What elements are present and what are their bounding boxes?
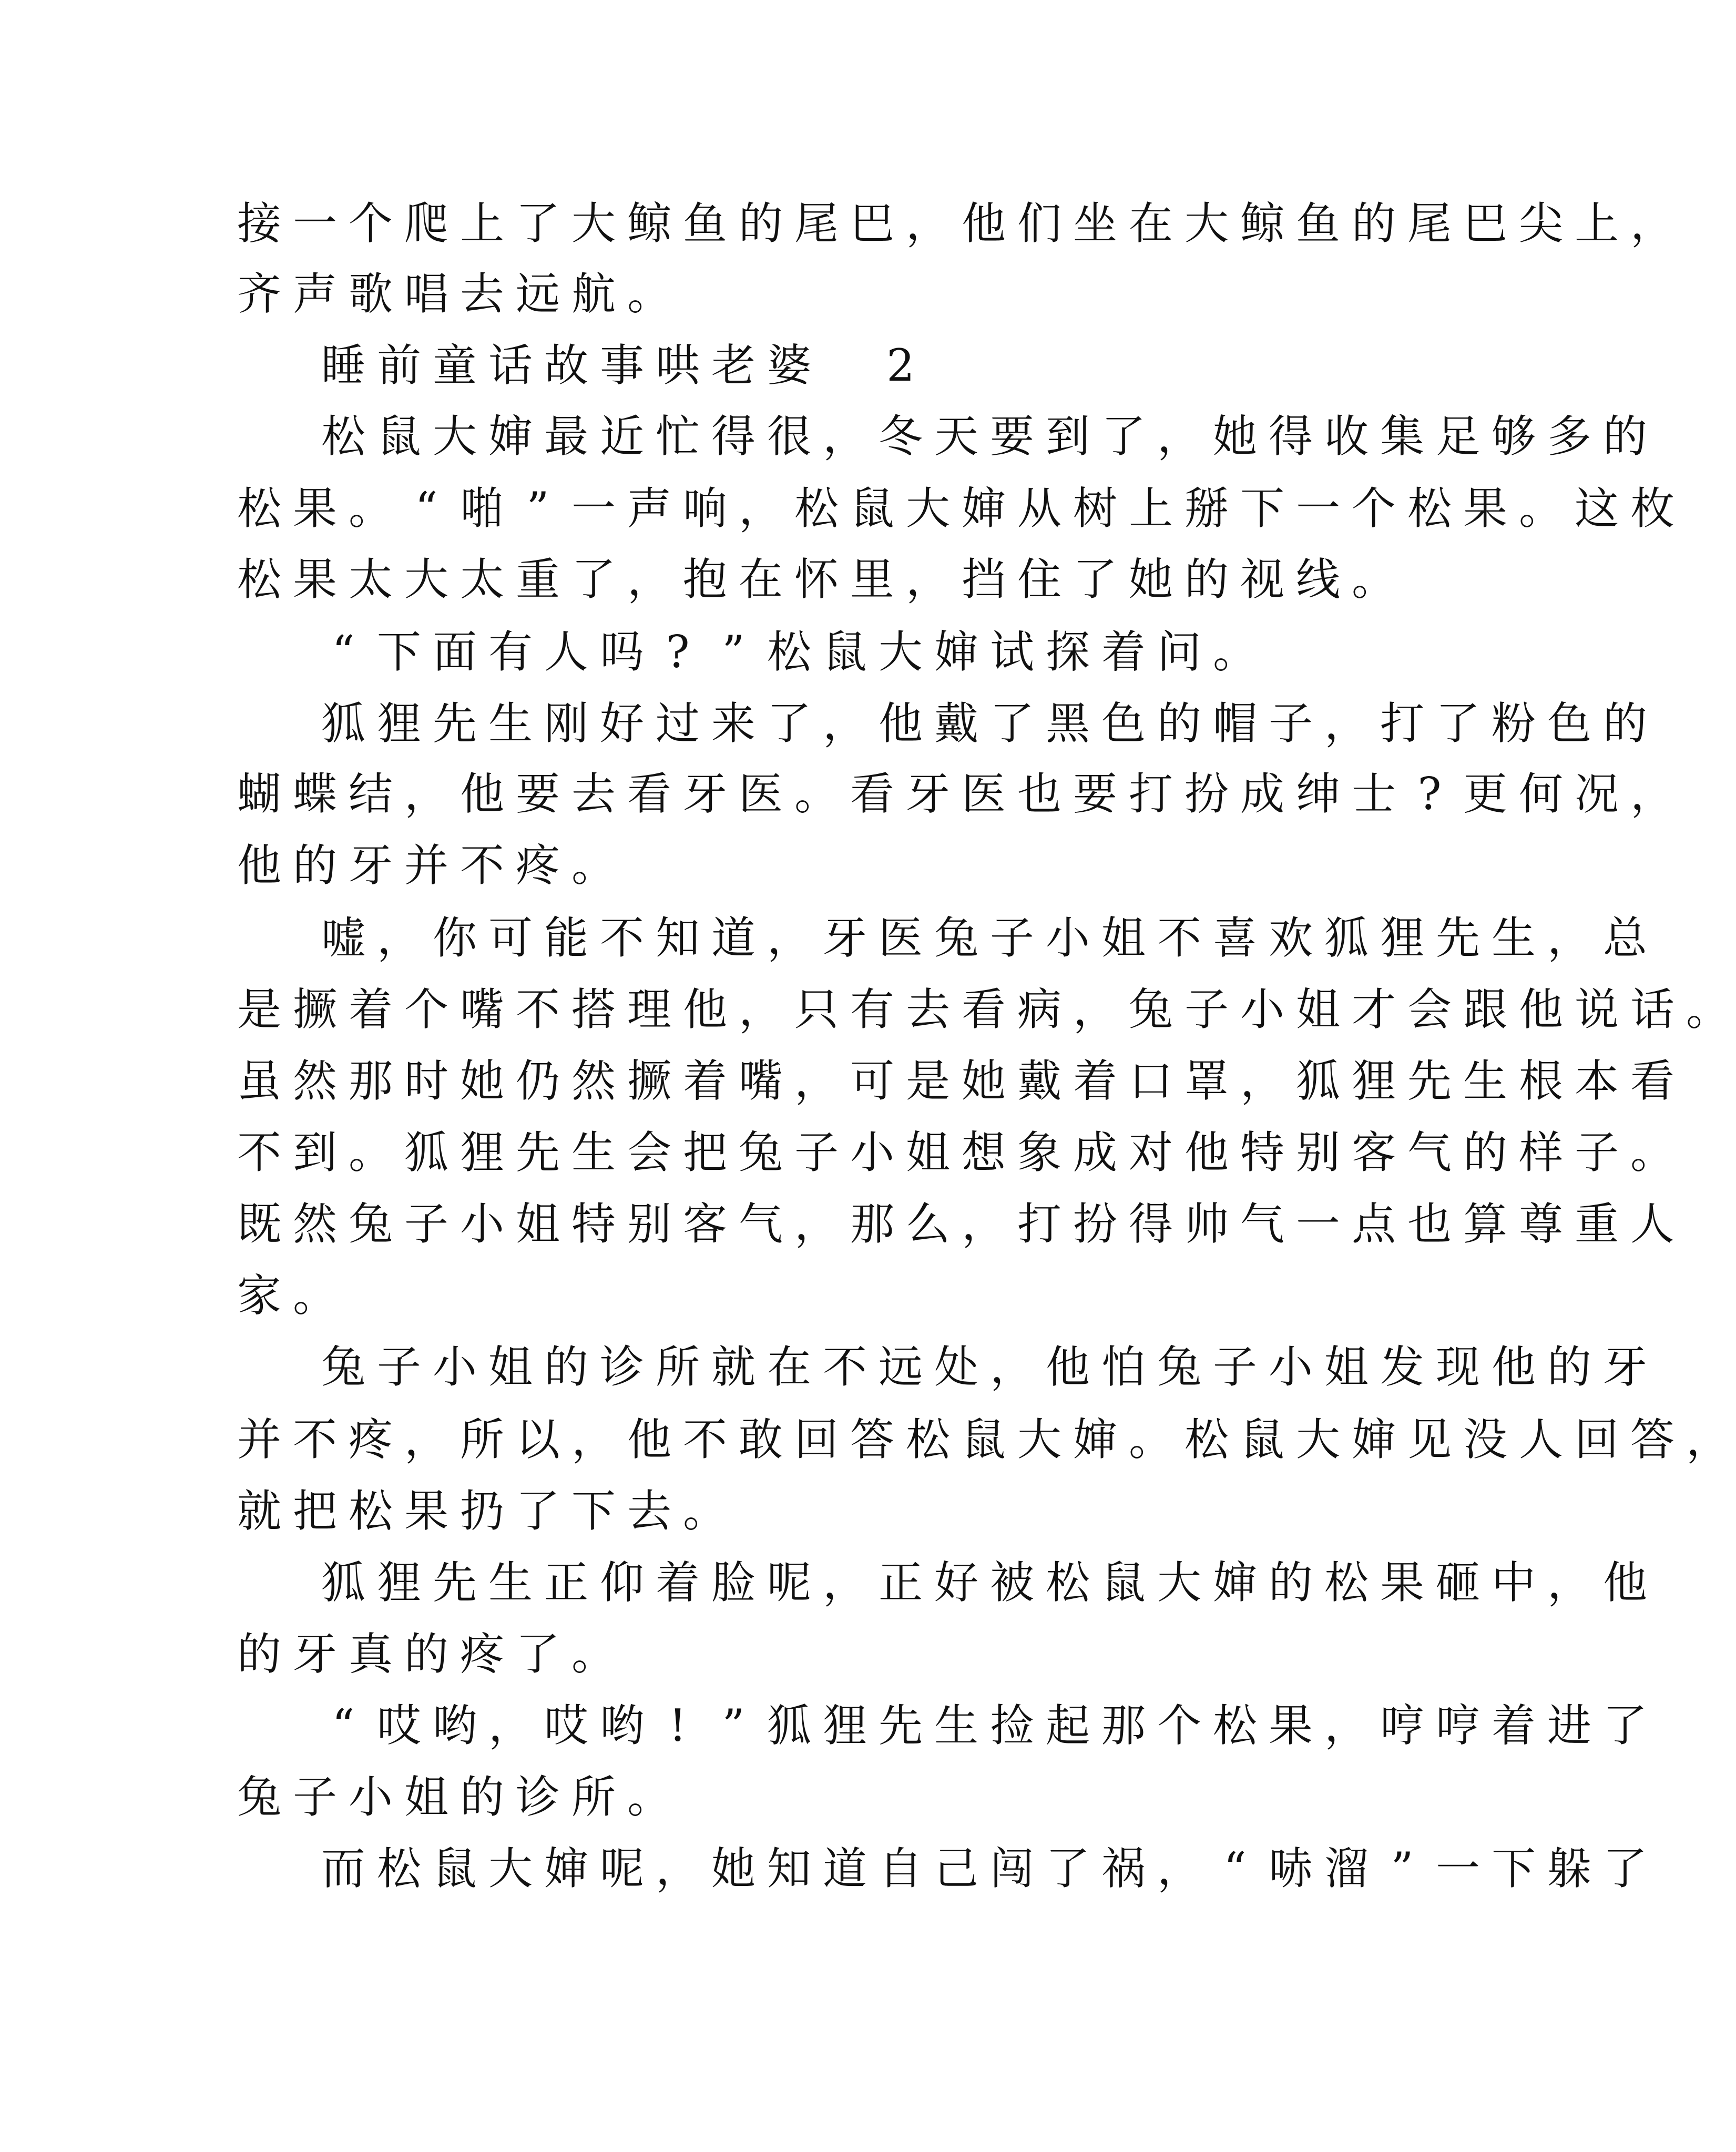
text-line: 的 牙 真 的 疼 了 。 bbox=[237, 1628, 616, 1680]
text-line: 狐 狸 先 生 正 仰 着 脸 呢 ， 正 好 被 松 鼠 大 婶 的 松 果 砸 中 ， 他 bbox=[321, 1557, 1647, 1608]
text-line: 接 一 个 爬 上 了 大 鲸 鱼 的 尾 巴 ， 他 们 坐 在 大 鲸 鱼 的 尾 巴 尖 上 ， bbox=[237, 198, 1674, 249]
text-line: 既 然 兔 子 小 姐 特 别 客 气 ， 那 么 ， 打 扮 得 帅 气 一 点 也 算 尊 重 人 bbox=[237, 1198, 1674, 1250]
text-line: “ 哎 哟 ， 哎 哟 ! ” 狐 狸 先 生 捡 起 那 个 松 果 ， 哼 哼 着 进 了 bbox=[332, 1700, 1647, 1751]
text-line: 松 果 。 “ 啪 ” 一 声 响 ， 松 鼠 大 婶 从 树 上 掰 下 一 个 松 果 。 这 枚 bbox=[237, 483, 1674, 534]
text-line: 他 的 牙 并 不 疼 。 bbox=[237, 840, 616, 891]
text-line: 是 撅 着 个 嘴 不 搭 理 他 ， 只 有 去 看 病 ， 兔 子 小 姐 才 会 跟 他 说 话 。 bbox=[237, 984, 1730, 1035]
text-line: 松 鼠 大 婶 最 近 忙 得 很 ， 冬 天 要 到 了 ， 她 得 收 集 足 够 多 的 bbox=[321, 411, 1647, 462]
text-line: 而 松 鼠 大 婶 呢 ， 她 知 道 自 己 闯 了 祸 ， “ 哧 溜 ” 一 下 躲 了 bbox=[321, 1843, 1647, 1894]
text-line: 狐 狸 先 生 刚 好 过 来 了 ， 他 戴 了 黑 色 的 帽 子 ， 打 了 粉 色 的 bbox=[321, 698, 1647, 749]
text-line: 并 不 疼 ， 所 以 ， 他 不 敢 回 答 松 鼠 大 婶 。 松 鼠 大 婶 见 没 人 回 答 ， bbox=[237, 1414, 1730, 1465]
text-line: 嘘 ， 你 可 能 不 知 道 ， 牙 医 兔 子 小 姐 不 喜 欢 狐 狸 先 生 ， 总 bbox=[321, 912, 1647, 964]
text-line: 就 把 松 果 扔 了 下 去 。 bbox=[237, 1485, 727, 1537]
text-line: 齐 声 歌 唱 去 远 航 。 bbox=[237, 268, 671, 320]
text-line: 不 到 。 狐 狸 先 生 会 把 兔 子 小 姐 想 象 成 对 他 特 别 客 气 的 样 子 。 bbox=[237, 1127, 1674, 1178]
text-line: 兔 子 小 姐 的 诊 所 。 bbox=[237, 1771, 671, 1823]
text-line: 蝴 蝶 结 ， 他 要 去 看 牙 医 。 看 牙 医 也 要 打 扮 成 绅 士 ? 更 何 况 ， bbox=[237, 768, 1674, 820]
text-line: 松 果 太 大 太 重 了 ， 抱 在 怀 里 ， 挡 住 了 她 的 视 线 。 bbox=[237, 554, 1396, 605]
text-line: 家 。 bbox=[237, 1270, 337, 1321]
text-line: 兔 子 小 姐 的 诊 所 就 在 不 远 处 ， 他 怕 兔 子 小 姐 发 现 他 的 牙 bbox=[321, 1341, 1647, 1393]
text-line: “ 下 面 有 人 吗 ? ” 松 鼠 大 婶 试 探 着 问 。 bbox=[332, 626, 1257, 678]
section-heading: 睡 前 童 话 故 事 哄 老 婆 2 bbox=[321, 340, 915, 391]
text-line: 虽 然 那 时 她 仍 然 撅 着 嘴 ， 可 是 她 戴 着 口 罩 ， 狐 狸 先 生 根 本 看 bbox=[237, 1055, 1674, 1107]
